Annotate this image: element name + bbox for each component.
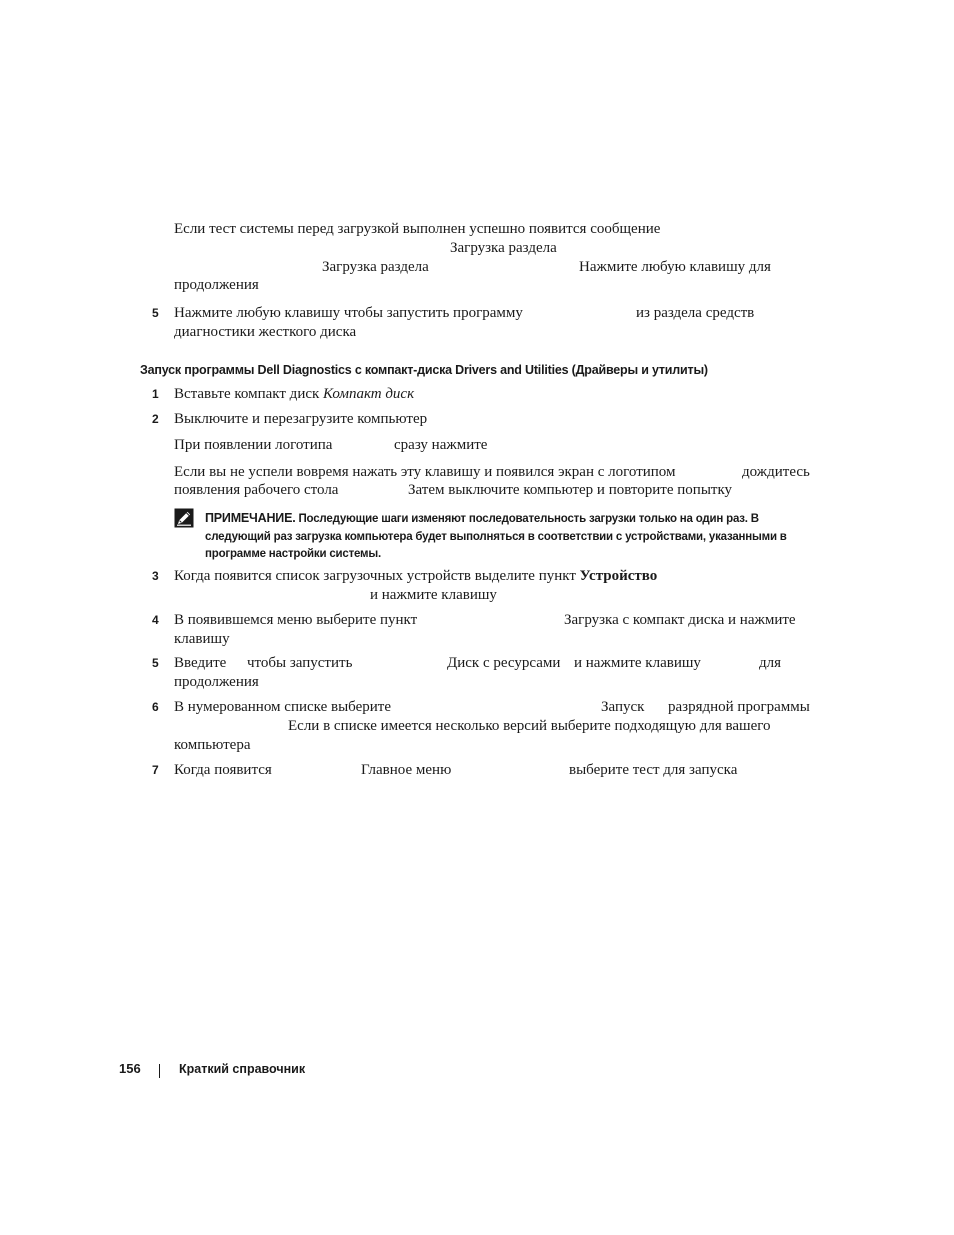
step3-line-1: [174, 567, 657, 586]
note-label: ПРИМЕЧАНИЕ.: [205, 511, 296, 525]
step3-line-2: и нажмите клавишу: [370, 587, 497, 603]
step6-c: разрядной программы: [668, 699, 810, 715]
step6-a: В нумерованном списке выберите: [174, 699, 391, 715]
step2-p2l2a: появления рабочего стола: [174, 482, 339, 498]
step5-d: и нажмите клавишу: [574, 655, 701, 671]
step5-c: Диск с ресурсами: [447, 655, 561, 671]
step2-p2l1b: дождитесь: [742, 464, 810, 480]
pencil-note-icon: [174, 508, 194, 528]
step3-plain: Когда появится список загрузочных устройств выделите пункт: [174, 568, 580, 584]
step-number: 6: [152, 700, 159, 714]
page-number: 156: [119, 1061, 141, 1076]
step5-line-2: продолжения: [174, 674, 259, 690]
intro-line-1: Если тест системы перед загрузкой выполнен успешно появится сообщение: [174, 221, 661, 237]
step2-p2l1a: Если вы не успели вовремя нажать эту клавишу и появился экран с логотипом: [174, 464, 676, 480]
step5a-line-1a: Нажмите любую клавишу чтобы запустить программу: [174, 305, 523, 321]
step5a-line-2: диагностики жесткого диска: [174, 324, 357, 340]
step5-b: чтобы запустить: [247, 655, 353, 671]
note-text: Последующие шаги изменяют последовательность загрузки только на один раз. В следующий раз загрузка компьютера будет выполняться в соответствии с устройствами, указанными в программе настройки системы.: [205, 513, 787, 560]
step4-line-1a: В появившемся меню выберите пункт: [174, 612, 418, 628]
intro-line-3a: Загрузка раздела: [322, 259, 429, 275]
step6-b: Запуск: [601, 699, 645, 715]
step7-b: Главное меню: [361, 762, 452, 778]
intro-line-3b: Нажмите любую клавишу для: [579, 259, 771, 275]
step5a-line-1b: из раздела средств: [636, 305, 755, 321]
intro-line-4: продолжения: [174, 277, 259, 293]
step2-text: Выключите и перезагрузите компьютер: [174, 411, 428, 427]
step1-plain: Вставьте компакт диск: [174, 386, 324, 402]
step7-c: выберите тест для запуска: [569, 762, 738, 778]
note-block: [205, 510, 817, 564]
step-number: 3: [152, 569, 159, 583]
step1-italic: Компакт диск: [323, 386, 415, 402]
step-number: 4: [152, 613, 159, 627]
step2-p1b: сразу нажмите: [394, 437, 488, 453]
step-number: 5: [152, 306, 159, 320]
intro-line-2: Загрузка раздела: [450, 240, 557, 256]
step-number: 7: [152, 763, 159, 777]
step5-e: для: [759, 655, 782, 671]
step-number: 1: [152, 387, 159, 401]
step3-bold: Устройство: [579, 568, 658, 584]
step5-a: Введите: [174, 655, 227, 671]
step-number: 5: [152, 656, 159, 670]
step7-a: Когда появится: [174, 762, 272, 778]
step6-line-3: компьютера: [174, 737, 251, 753]
step-number: 2: [152, 412, 159, 426]
section-heading: Запуск программы Dell Diagnostics с компакт-диска Drivers and Utilities (Драйверы и утилиты): [140, 363, 708, 377]
step2-p2l2b: Затем выключите компьютер и повторите попытку: [408, 482, 733, 498]
footer-divider: [159, 1064, 160, 1078]
step4-line-2: клавишу: [174, 631, 230, 647]
step6-line-2: Если в списке имеется несколько версий выберите подходящую для вашего: [288, 718, 771, 734]
step4-line-1b: Загрузка с компакт диска и нажмите: [564, 612, 796, 628]
step2-p1a: При появлении логотипа: [174, 437, 333, 453]
footer-title: Краткий справочник: [179, 1062, 306, 1076]
step1-text: [174, 385, 414, 404]
